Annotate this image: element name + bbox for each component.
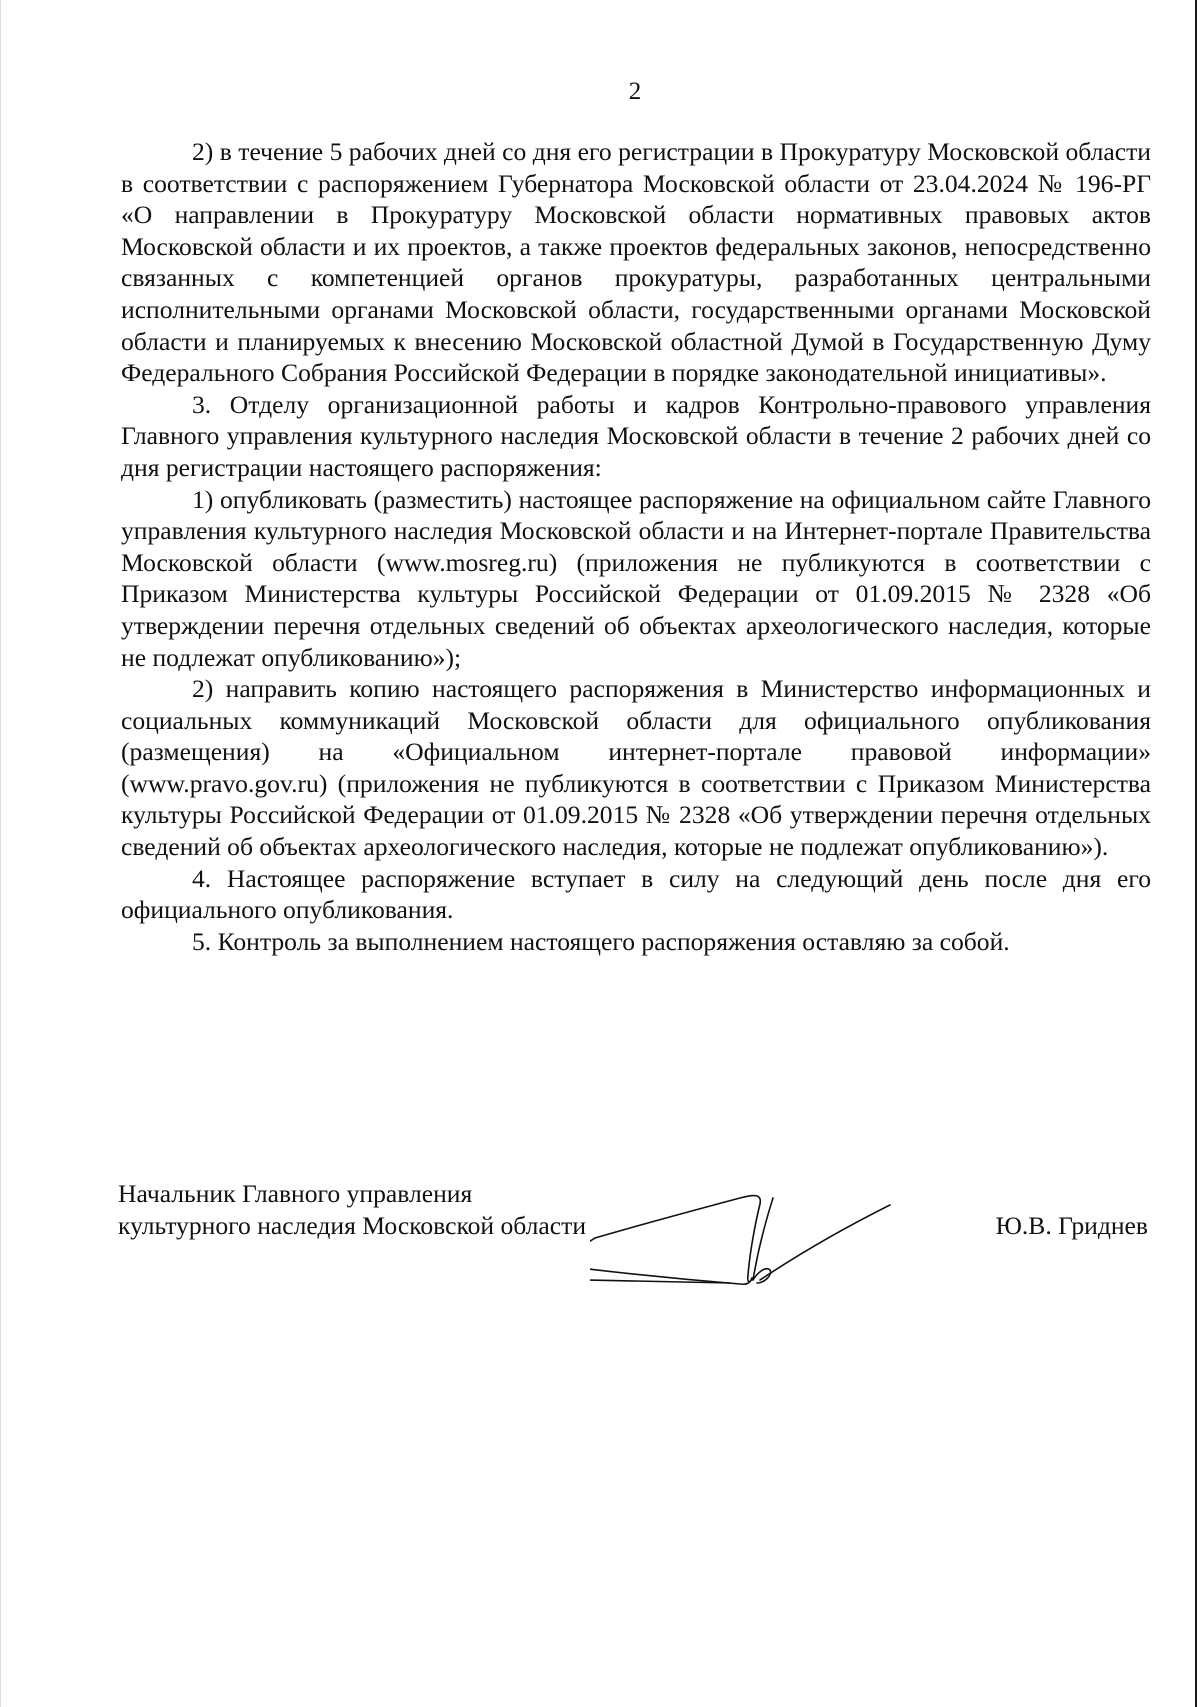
- paragraph-item-2-prosecutor: 2) в течение 5 рабочих дней со дня его регистрации в Прокуратуру Московской области в соответствии с распоряжением Губернатора Московской области от 23.04.2024 № 196-РГ «О направлении в Прокуратуру Московской области нормативных правовых актов Московской области и их проектов, а также проектов федеральных законов, непосредственно связанных с компетенцией органов прокуратуры, разработанных центральными исполнительными органами Московской области, государственными органами Московской области и планируемых к внесению Московской областной Думой в Государственную Думу Федерального Собрания Российской Федерации в порядке законодательной инициативы».: [121, 137, 1151, 388]
- page-number: 2: [628, 78, 642, 105]
- signatory-position-line2: культурного наследия Московской области: [118, 1210, 587, 1240]
- scan-edge: [0, 0, 1, 1707]
- document-body: [121, 136, 1151, 957]
- handwritten-signature: [590, 1180, 920, 1300]
- signatory-position-line1: Начальник Главного управления: [118, 1179, 473, 1208]
- paragraph-4-effective: 4. Настоящее распоряжение вступает в силу на следующий день после дня его официального опубликования.: [121, 863, 1151, 925]
- paragraph-5-control: 5. Контроль за выполнением настоящего распоряжения оставляю за собой.: [192, 926, 1010, 956]
- paragraph-item-2-send: 2) направить копию настоящего распоряжения в Министерство информационных и социальных коммуникаций Московской области для официального опубликования (размещения) на «Официальном интернет-портале правовой информации» (www.pravo.gov.ru) (приложения не публикуются в соответствии с Приказом Министерства культуры Российской Федерации от 01.09.2015 № 2328 «Об утверждении перечня отдельных сведений об объектах археологического наследия, которые не подлежат опубликованию»).: [121, 674, 1151, 862]
- paragraph-3-department: 3. Отделу организационной работы и кадров Контрольно-правового управления Главного управления культурного наследия Московской области в течение 2 рабочих дней со дня регистрации настоящего распоряжения:: [121, 389, 1151, 482]
- paragraph-item-1-publish: 1) опубликовать (разместить) настоящее распоряжение на официальном сайте Главного управления культурного наследия Московской области и на Интернет-портале Правительства Московской области (www.mosreg.ru) (приложения не публикуются в соответствии с Приказом Министерства культуры Российской Федерации от 01.09.2015 № 2328 «Об утверждении перечня отдельных сведений об объектах археологического наследия, которые не подлежат опубликованию»);: [121, 484, 1151, 672]
- page-border: [1195, 0, 1197, 1707]
- signatory-name: Ю.В. Гриднев: [995, 1210, 1148, 1240]
